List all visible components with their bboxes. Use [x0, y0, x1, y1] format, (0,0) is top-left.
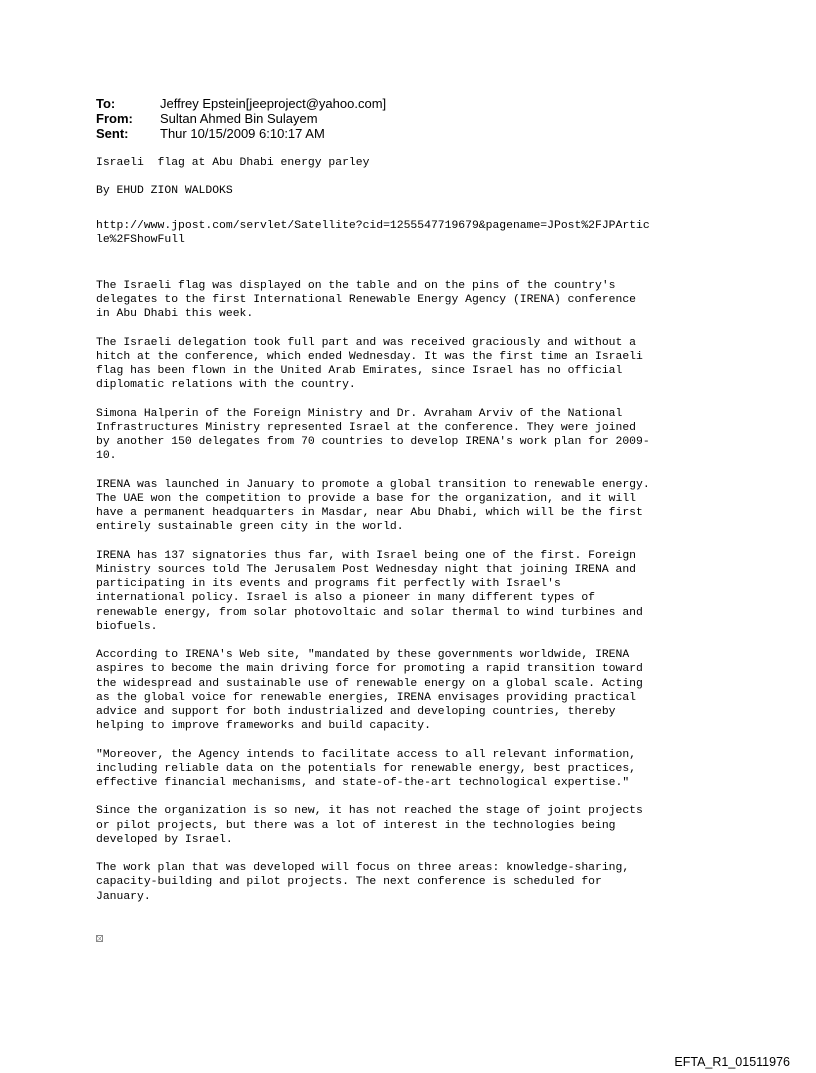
- paragraph-3: Simona Halperin of the Foreign Ministry and Dr. Avraham Arviv of the National Infrastructures Ministry represented Israel at the conference. They were joined by another 150 delegates from 70 countries to develop IRENA's work plan for 2009- 10.: [96, 407, 650, 463]
- email-body: [96, 156, 736, 918]
- article-byline: By EHUD ZION WALDOKS: [96, 185, 233, 198]
- paragraph-6: According to IRENA's Web site, "mandated by these governments worldwide, IRENA aspires to become the main driving force for promoting a rapid transition toward the widespread and sustainable use of renewable energy on a global scale. Acting as the global voice for renewable energies, IRENA envisages providing practical advice and support for both industrialized and developing countries, thereby helping to improve frameworks and build capacity.: [96, 649, 643, 733]
- from-row: [96, 111, 386, 126]
- article-url: http://www.jpost.com/servlet/Satellite?cid=1255547719679&pagename=JPost%2FJPArtic le%2FShowFull: [96, 219, 650, 246]
- paragraph-4: IRENA was launched in January to promote a global transition to renewable energy. The UAE won the competition to provide a base for the organization, and it will have a permanent headquarters in Masdar, near Abu Dhabi, which will be the first entirely sustainable green city in the world.: [96, 478, 650, 534]
- sent-row: [96, 126, 386, 141]
- sent-label: Sent:: [96, 126, 129, 141]
- paragraph-5: IRENA has 137 signatories thus far, with Israel being one of the first. Foreign Ministry sources told The Jerusalem Post Wednesday night that joining IRENA and participating in its events and programs fit perfectly with Israel's international policy. Israel is also a pioneer in many different types of renewable energy, from solar photovoltaic and solar thermal to wind turbines and biofuels.: [96, 549, 643, 633]
- to-value: Jeffrey Epstein[jeeproject@yahoo.com]: [160, 96, 387, 111]
- sent-value: Thur 10/15/2009 6:10:17 AM: [160, 126, 325, 141]
- paragraph-7: "Moreover, the Agency intends to facilitate access to all relevant information, including reliable data on the potentials for renewable energy, best practices, effective financial mechanisms, and state-of-the-art technological expertise.": [96, 748, 637, 790]
- email-header: [96, 96, 386, 141]
- article-subject: Israeli flag at Abu Dhabi energy parley: [96, 157, 370, 169]
- paragraph-2: The Israeli delegation took full part and was received graciously and without a hitch at the conference, which ended Wednesday. It was the first time an Israeli flag has been flown in the United Arab Emirates, since Israel has no official diplomatic relations with the country.: [96, 336, 643, 392]
- bates-number: EFTA_R1_01511976: [674, 1055, 790, 1069]
- from-value: Sultan Ahmed Bin Sulayem: [160, 111, 318, 126]
- from-label: From:: [96, 111, 133, 126]
- paragraph-8: Since the organization is so new, it has not reached the stage of joint projects or pilot projects, but there was a lot of interest in the technologies being developed by Israel.: [96, 805, 643, 846]
- paragraph-9: The work plan that was developed will focus on three areas: knowledge-sharing, capacity-building and pilot projects. The next conference is scheduled for January.: [96, 862, 630, 903]
- attachment-placeholder-icon: [96, 935, 103, 942]
- to-row: [96, 96, 386, 111]
- paragraph-1: The Israeli flag was displayed on the table and on the pins of the country's delegates to the first International Renewable Energy Agency (IRENA) conference in Abu Dhabi this week.: [96, 280, 637, 321]
- to-label: To:: [96, 96, 116, 111]
